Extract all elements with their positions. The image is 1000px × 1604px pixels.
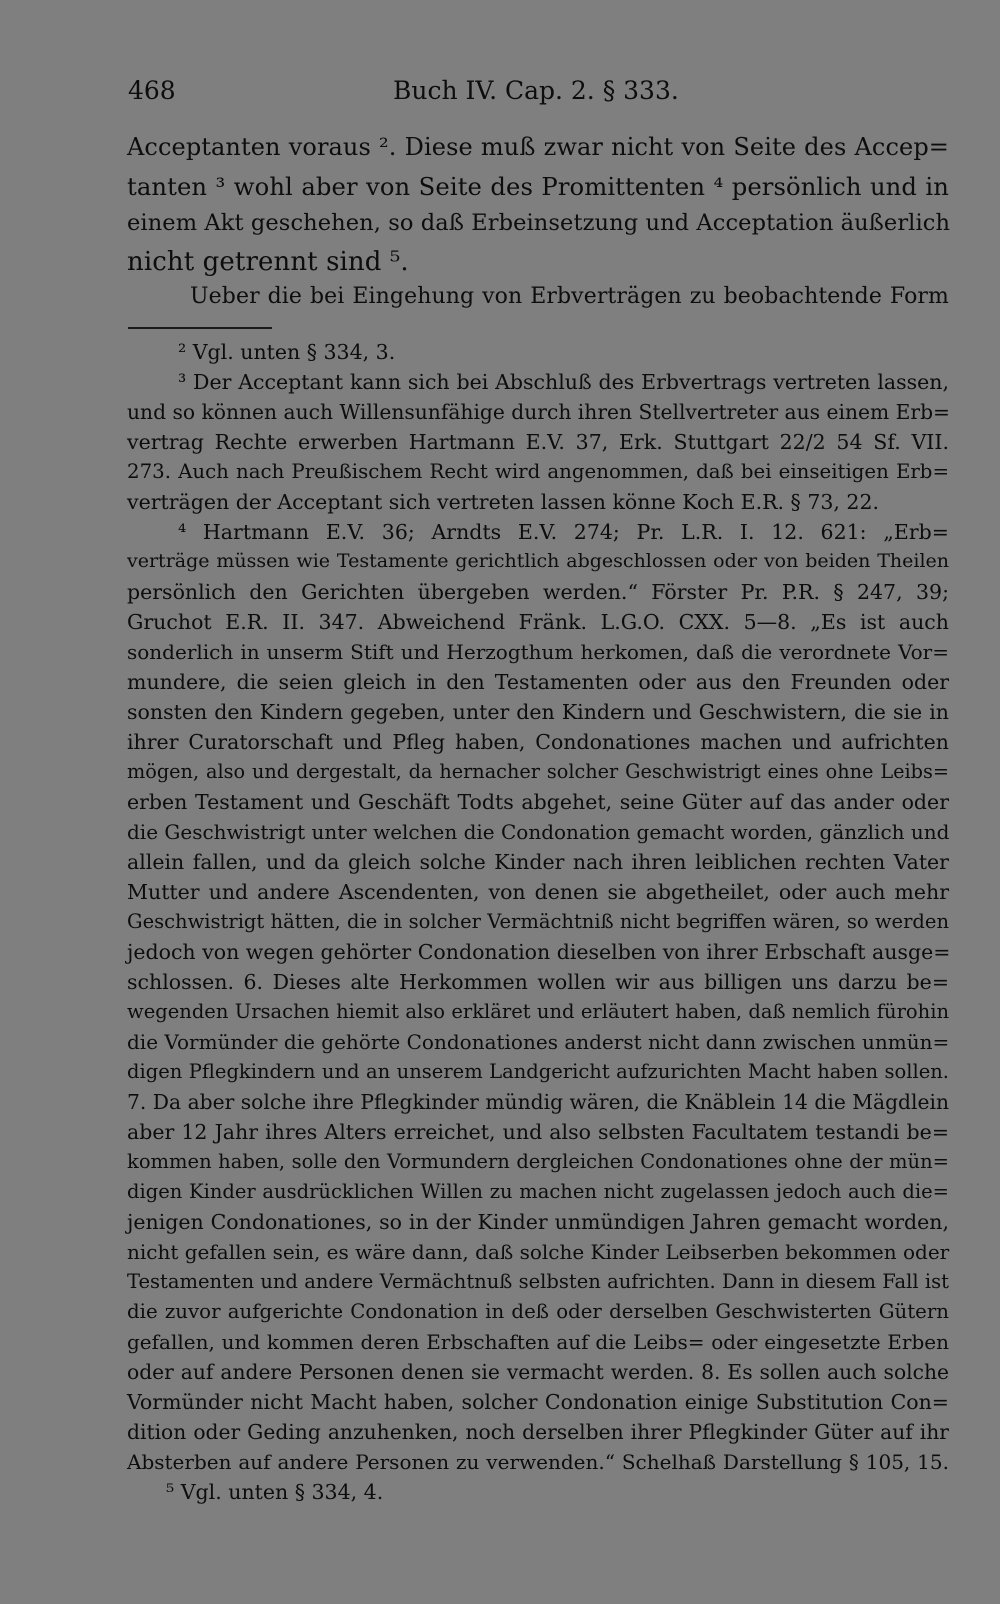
footnote-line: ² Vgl. unten § 334, 3. [178,340,396,364]
page-header [128,76,948,116]
footnote-line: wegenden Ursachen hiemit also erkläret und erläutert haben, daß nemlich fürohin [127,1000,949,1023]
body-line: Acceptanten voraus ². Diese muß zwar nicht von Seite des Accep= [127,133,949,161]
footnote-line: ihrer Curatorschaft und Pfleg haben, Condonationes machen und aufrichten [127,730,949,754]
footnote-line: verträgen der Acceptant sich vertreten lassen könne Koch E.R. § 73, 22. [127,490,880,514]
footnote-line: vertrag Rechte erwerben Hartmann E.V. 37, Erk. Stuttgart 22/2 54 Sf. VII. [127,430,949,454]
footnote-line: schlossen. 6. Dieses alte Herkommen wollen wir aus billigen uns darzu be= [127,970,949,994]
footnote-line: dition oder Geding anzuhenken, noch derselben ihrer Pflegkinder Güter auf ihr [127,1420,949,1444]
footnote-line: jenigen Condonationes, so in der Kinder unmündigen Jahren gemacht worden, [127,1210,949,1234]
footnote-line: mundere, die seien gleich in den Testamenten oder aus den Freunden oder [127,670,949,694]
footnote-line: Geschwistrigt hätten, die in solcher Vermächtniß nicht begriffen wären, so werden [127,910,949,933]
footnote-line: nicht gefallen sein, es wäre dann, daß solche Kinder Leibserben bekommen oder [127,1240,950,1264]
footnote-line: Absterben auf andere Personen zu verwenden.“ Schelhaß Darstellung § 105, 15. [127,1450,949,1474]
footnote-line: ³ Der Acceptant kann sich bei Abschluß des Erbvertrags vertreten lassen, [178,370,949,394]
body-line: Ueber die bei Eingehung von Erbverträgen zu beobachtende Form [190,284,949,309]
footnote-line: ⁵ Vgl. unten § 334, 4. [166,1480,384,1504]
footnote-line: persönlich den Gerichten übergeben werden.“ Förster Pr. P.R. § 247, 39; [127,580,949,604]
footnote-line: Vormünder nicht Macht haben, solcher Condonation einige Substitution Con= [127,1390,949,1414]
running-head: Buch IV. Cap. 2. § 333. [393,76,679,105]
footnote-line: die zuvor aufgerichte Condonation in deß oder derselben Geschwisterten Gütern [127,1300,949,1323]
footnote-line: sonsten den Kindern gegeben, unter den Kindern und Geschwistern, die sie in [127,700,949,724]
footnote-line: sonderlich in unserm Stift und Herzogthum herkomen, daß die verordnete Vor= [127,640,949,664]
footnote-line: 273. Auch nach Preußischem Recht wird angenommen, daß bei einseitigen Erb= [127,460,949,483]
footnote-line: jedoch von wegen gehörter Condonation dieselben von ihrer Erbschaft ausge= [127,940,951,964]
footnote-line: digen Pflegkindern und an unserem Landgericht aufzurichten Macht haben sollen. [127,1060,949,1083]
footnote-line: kommen haben, solle den Vormundern dergleichen Condonationes ohne der mün= [127,1150,949,1173]
footnote-line: Mutter und andere Ascendenten, von denen sie abgetheilet, oder auch mehr [127,880,949,904]
footnote-line: Gruchot E.R. II. 347. Abweichend Fränk. L.G.O. CXX. 5—8. „Es ist auch [127,610,949,634]
body-line: tanten ³ wohl aber von Seite des Promittenten ⁴ persönlich und in [127,172,949,201]
footnote-line: verträge müssen wie Testamente gerichtlich abgeschlossen oder von beiden Theilen [127,550,949,572]
footnote-line: und so können auch Willensunfähige durch ihren Stellvertreter aus einem Erb= [127,400,951,424]
footnote-line: 7. Da aber solche ihre Pflegkinder mündig wären, die Knäblein 14 die Mägdlein [127,1090,949,1114]
body-line: einem Akt geschehen, so daß Erbeinsetzung und Acceptation äußerlich [127,210,951,236]
footnote-line: die Vormünder die gehörte Condonationes anderst nicht dann zwischen unmün= [127,1030,950,1054]
footnote-line: aber 12 Jahr ihres Alters erreichet, und also selbsten Facultatem testandi be= [127,1120,949,1144]
footnote-rule [128,327,272,329]
footnote-line: Testamenten und andere Vermächtnuß selbsten aufrichten. Dann in diesem Fall ist [127,1270,949,1293]
footnote-line: ⁴ Hartmann E.V. 36; Arndts E.V. 274; Pr. L.R. I. 12. 621: „Erb= [178,520,949,544]
body-line: nicht getrennt sind ⁵. [127,247,409,277]
footnote-line: mögen, also und dergestalt, da hernacher solcher Geschwistrigt eines ohne Leibs= [127,760,949,783]
footnote-line: oder auf andere Personen denen sie vermacht werden. 8. Es sollen auch solche [127,1360,949,1384]
footnote-line: allein fallen, und da gleich solche Kinder nach ihren leiblichen rechten Vater [127,850,949,874]
page-number: 468 [128,76,176,105]
footnote-line: erben Testament und Geschäft Todts abgehet, seine Güter auf das ander oder [127,790,949,814]
footnote-line: gefallen, und kommen deren Erbschaften auf die Leibs= oder eingesetzte Erben [127,1330,949,1354]
footnote-line: die Geschwistrigt unter welchen die Condonation gemacht worden, gänzlich und [127,820,950,844]
footnote-line: digen Kinder ausdrücklichen Willen zu machen nicht zugelassen jedoch auch die= [127,1180,949,1203]
